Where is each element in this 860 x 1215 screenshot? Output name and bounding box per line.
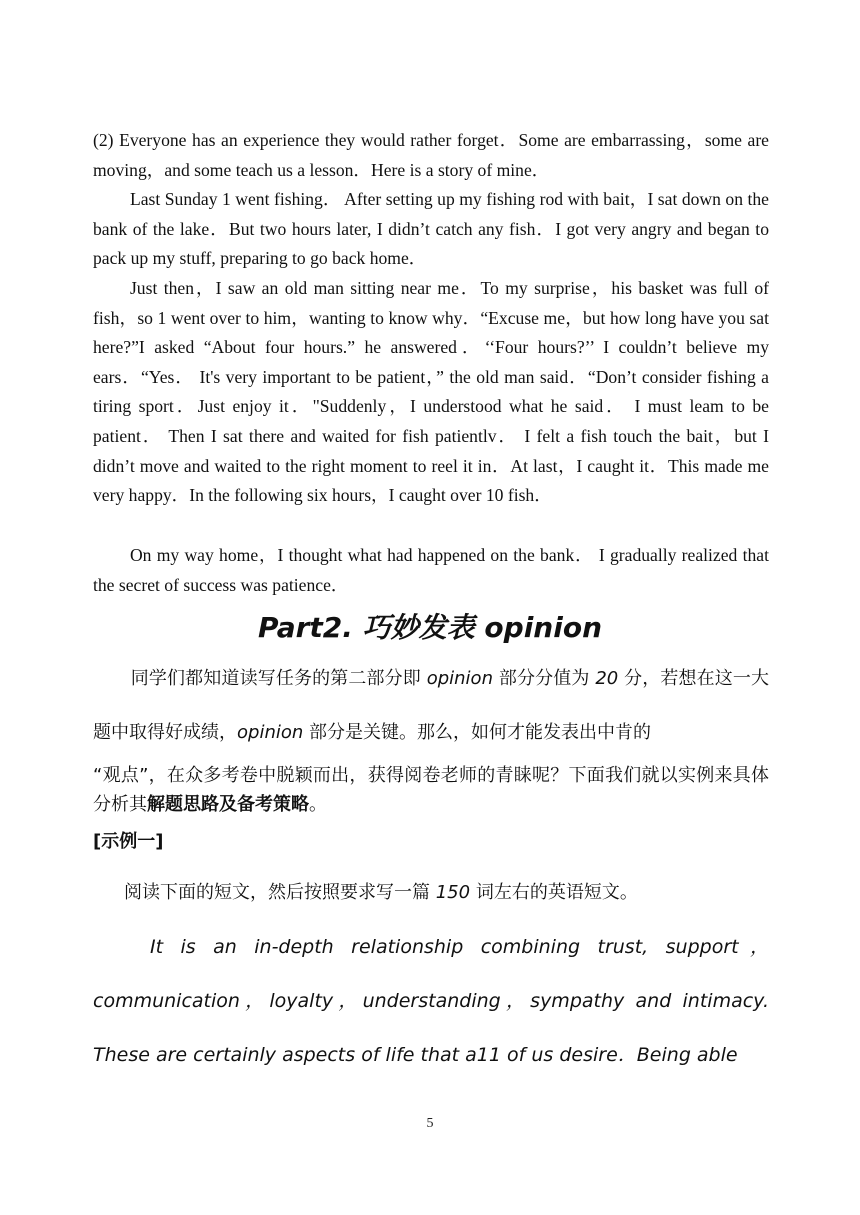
essay-paragraph-1: (2) Everyone has an experience they would rather forget．Some are embarrassing，some are moving，and some teach us a lesson．Here is a story of mine． <box>93 130 769 180</box>
intro-paragraph-continued <box>93 761 769 819</box>
example-passage: It is an in-depth relationship combining trust, support，communication，loyalty，understanding，sympathy and intimacy. These are certainly aspects of life that a11 of us desire．Being able <box>93 936 769 1066</box>
example-label: [示例一] <box>93 831 164 852</box>
intro-text: 。 <box>309 794 327 815</box>
essay-paragraph-3: Just then，I saw an old man sitting near me．To my surprise，his basket was full of fish，so 1 went over to him，wanting to know why．“Excuse me，but how long have you sat here?”I asked “About four hours.” he answered．‘‘Four hours?’’ I couldn’t believe my ears．“Yes． It's very important to be patient，” the old man said．“Don’t consider fishing a tiring sport．Just enjoy it．"Suddenly，I understood what he said． I must leam to be patient． Then I sat there and waited for fish patientlv． I felt a fish touch the bait，but I didn’t move and waited to the right moment to reel it in．At last，I caught it．This made me very happy．In the following six hours，I caught over 10 fish． <box>93 278 769 506</box>
example-instruction <box>93 878 769 908</box>
page-number: 5 <box>426 1116 434 1131</box>
essay-paragraph-2: Last Sunday 1 went fishing． After setting up my fishing rod with bait，I sat down on the bank of the lake．But two hours later, I didn’t catch any fish．I got very angry and began to pack up my stuff, preparing to go back home． <box>93 189 769 269</box>
section-heading: Part2. 巧妙发表 opinion <box>257 611 602 644</box>
instruction-text: 阅读下面的短文，然后按照要求写一篇 <box>124 882 436 903</box>
intro-keyword: opinion <box>426 668 493 689</box>
intro-score: 20 <box>595 668 619 689</box>
intro-text: 部分是关键。那么，如何才能发表出中肯的 <box>303 722 652 743</box>
intro-text: “观点”，在众多考卷中脱颖而出，获得阅卷老师的青睐呢？下面我们就以实例来具体分析其 <box>93 765 769 815</box>
instruction-text: 词左右的英语短文。 <box>470 882 638 903</box>
intro-paragraph <box>93 652 769 760</box>
intro-keyword: opinion <box>237 722 304 743</box>
intro-emphasis: 解题思路及备考策略 <box>147 794 309 815</box>
intro-text: 分，若想在这一大题中取得好成绩， <box>93 668 769 743</box>
essay-paragraph-4: On my way home，I thought what had happened on the bank． I gradually realized that the secret of success was patience． <box>93 545 769 595</box>
intro-text: 同学们都知道读写任务的第二部分即 <box>130 668 427 689</box>
word-count: 150 <box>435 882 471 903</box>
intro-text: 部分分值为 <box>492 668 596 689</box>
